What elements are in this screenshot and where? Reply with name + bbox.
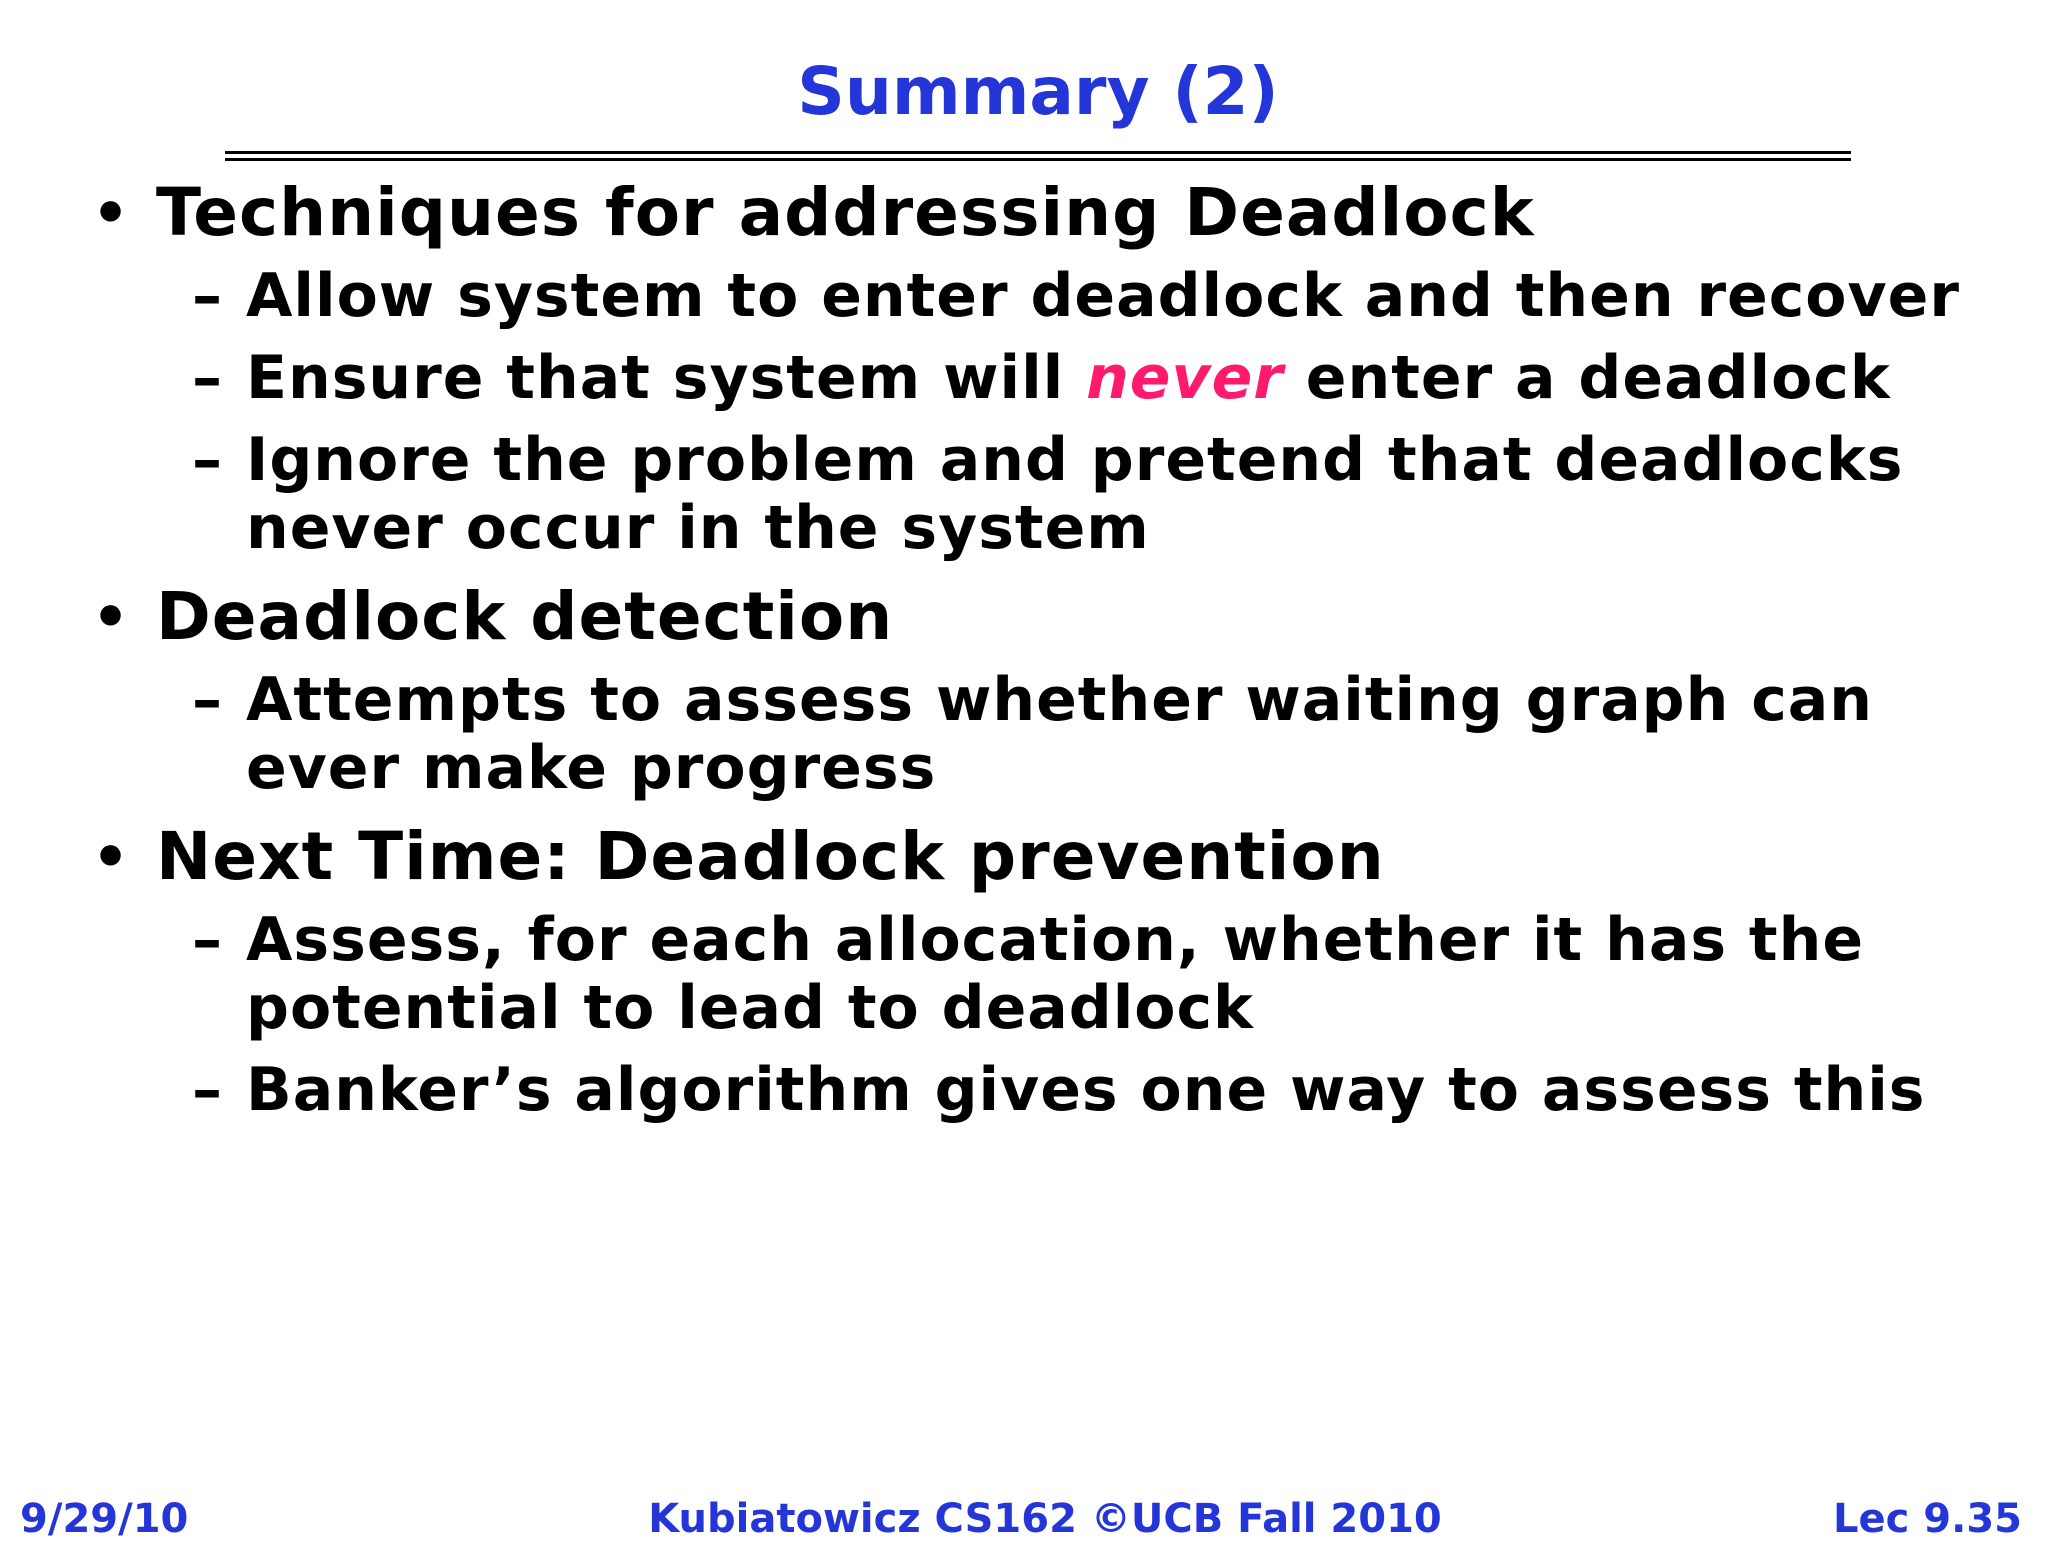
footer-date: 9/29/10 (20, 1496, 189, 1542)
bullet-text: Deadlock detection (156, 578, 894, 655)
bullet-text: Techniques for addressing Deadlock (156, 174, 1535, 251)
title-rule-bottom (225, 158, 1851, 161)
sub-text-after: enter a deadlock (1283, 343, 1891, 413)
footer-course: Kubiatowicz CS162 ©UCB Fall 2010 (648, 1496, 1442, 1542)
slide-content (0, 174, 2048, 1125)
sub-dash: – (192, 261, 223, 331)
bullet-text: Next Time: Deadlock prevention (156, 818, 1385, 895)
sub-item-assess-graph (0, 666, 2006, 802)
sub-dash: – (192, 665, 223, 735)
bullet-detection (0, 578, 2048, 655)
sub-text-before: Ensure that system will (246, 343, 1087, 413)
title-rule-top (225, 151, 1851, 154)
sub-item-ignore (0, 426, 2006, 562)
sub-text: Allow system to enter deadlock and then recover (246, 261, 1960, 331)
sub-text: Banker’s algorithm gives one way to assess this (246, 1055, 1926, 1125)
sub-item-recover (0, 262, 2006, 330)
sub-text: Assess, for each allocation, whether it has the potential to lead to deadlock (246, 905, 1865, 1043)
bullet-techniques (0, 174, 2048, 251)
emphasis-never: never (1086, 343, 1284, 413)
slide-title: Summary (2) (797, 53, 1279, 130)
sub-item-never (0, 344, 2006, 412)
bullet-dot: • (92, 823, 131, 891)
bullet-dot: • (92, 583, 131, 651)
sub-dash: – (192, 1055, 223, 1125)
bullet-next-time (0, 818, 2048, 895)
sub-item-assess-allocation (0, 906, 2006, 1042)
sub-item-bankers (0, 1056, 2006, 1124)
sub-dash: – (192, 425, 223, 495)
sub-dash: – (192, 343, 223, 413)
sub-text: Attempts to assess whether waiting graph can ever make progress (246, 665, 1873, 803)
sub-dash: – (192, 905, 223, 975)
sub-text: Ignore the problem and pretend that deadlocks never occur in the system (246, 425, 1904, 563)
bullet-dot: • (92, 179, 131, 247)
footer-lecture: Lec 9.35 (1833, 1496, 2022, 1542)
